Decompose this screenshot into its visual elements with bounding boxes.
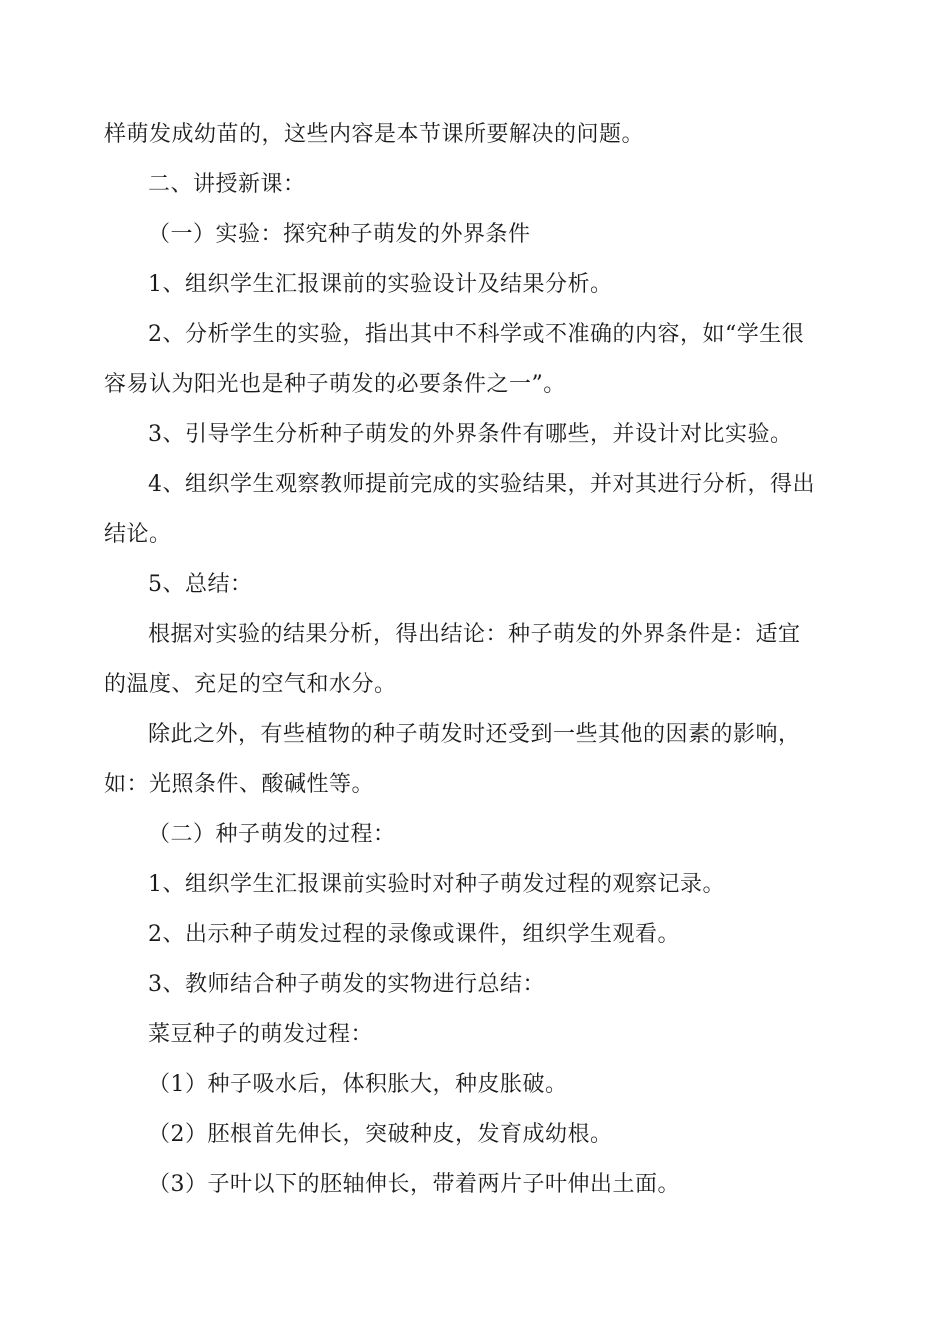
text-line: 3、引导学生分析种子萌发的外界条件有哪些，并设计对比实验。 [148, 422, 793, 447]
text-line: 容易认为阳光也是种子萌发的必要条件之一”。 [104, 372, 566, 397]
text-line: 5、总结： [148, 572, 253, 597]
text-line: 3、教师结合种子萌发的实物进行总结： [148, 972, 545, 997]
text-line: 的温度、充足的空气和水分。 [104, 672, 397, 697]
subsection-heading: （一）实验：探究种子萌发的外界条件 [148, 222, 531, 247]
text-line: 1、组织学生汇报课前实验时对种子萌发过程的观察记录。 [148, 872, 725, 897]
document-body [104, 110, 816, 1210]
text-line: 菜豆种子的萌发过程： [148, 1022, 374, 1047]
text-line: 如：光照条件、酸碱性等。 [104, 772, 375, 797]
text-line: 结论。 [104, 522, 172, 547]
text-line: （3）子叶以下的胚轴伸长，带着两片子叶伸出土面。 [148, 1172, 680, 1197]
text-line: （1）种子吸水后，体积胀大，种皮胀破。 [148, 1072, 568, 1097]
text-line: 根据对实验的结果分析，得出结论：种子萌发的外界条件是：适宜 [148, 622, 801, 647]
subsection-heading: （二）种子萌发的过程： [148, 822, 396, 847]
text-line: 2、出示种子萌发过程的录像或课件，组织学生观看。 [148, 922, 680, 947]
section-heading: 二、讲授新课： [148, 172, 306, 197]
text-line: 2、分析学生的实验，指出其中不科学或不准确的内容，如“学生很 [148, 322, 805, 347]
text-line: （2）胚根首先伸长，突破种皮，发育成幼根。 [148, 1122, 613, 1147]
text-line: 样萌发成幼苗的，这些内容是本节课所要解决的问题。 [104, 122, 645, 147]
text-line: 除此之外，有些植物的种子萌发时还受到一些其他的因素的影响， [148, 722, 801, 747]
text-line: 1、组织学生汇报课前的实验设计及结果分析。 [148, 272, 613, 297]
text-line: 4、组织学生观察教师提前完成的实验结果，并对其进行分析，得出 [148, 472, 815, 497]
